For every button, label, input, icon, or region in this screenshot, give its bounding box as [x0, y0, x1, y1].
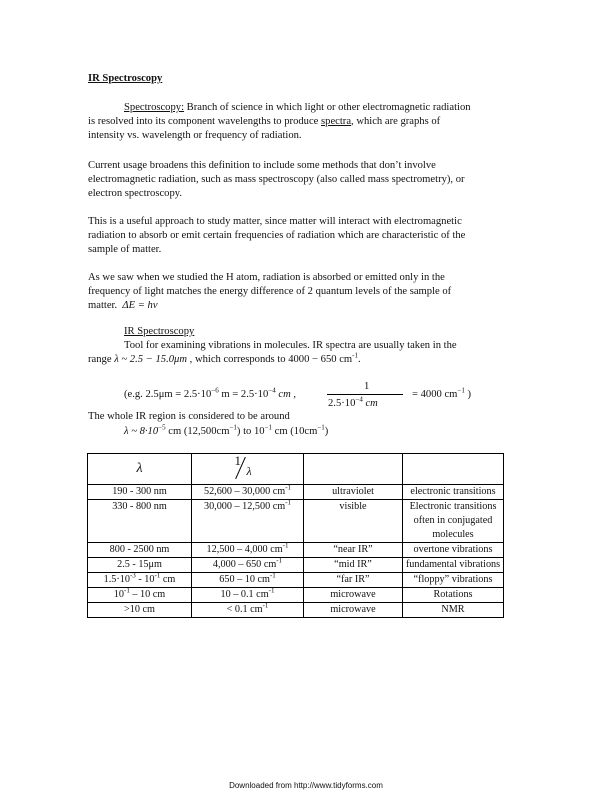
fraction-denominator — [328, 396, 378, 412]
paragraph-usage-line2: electromagnetic radiation, such as mass spectroscopy (also called mass spectrometry), or — [88, 174, 465, 185]
region-text: λ ~ 8·10 — [124, 426, 159, 437]
cell-wavenumber — [192, 543, 304, 558]
cell-transition: fundamental vibrations — [403, 558, 504, 573]
ir-region-table — [87, 453, 504, 618]
cell-region: “near IR” — [304, 543, 403, 558]
cell-transition: overtone vibrations — [403, 543, 504, 558]
footer-download-source: Downloaded from http://www.tidyforms.com — [229, 781, 383, 790]
region-text: cm (10cm — [272, 426, 318, 437]
cell-transition: NMR — [403, 603, 504, 618]
cell-wavelength: 2.5 - 15μm — [88, 558, 192, 573]
cell-wavenumber — [192, 485, 304, 500]
definition-text: is resolved into its component wavelengths to produce — [88, 116, 322, 127]
definition-text: Branch of science in which light or other electromagnetic radiation — [184, 102, 471, 113]
fraction-bar — [327, 394, 403, 395]
result-text: = 4000 cm — [412, 389, 458, 400]
result-text: ) — [464, 389, 472, 400]
exponent: -1 — [352, 351, 358, 360]
cell-region: “far IR” — [304, 573, 403, 588]
wavelength-range: λ ~ 2.5 − 15.0μm — [114, 354, 187, 365]
wavenumber-text: 10 – 0.1 cm — [220, 589, 269, 600]
cell-wavelength: 800 - 2500 nm — [88, 543, 192, 558]
cell-region: visible — [304, 500, 403, 543]
inverse-numerator: 1 — [234, 453, 241, 468]
exponent: -1 — [285, 498, 292, 507]
cell-wavenumber — [192, 558, 304, 573]
denominator-text: 2.5·10 — [328, 398, 356, 409]
inverse-lambda — [233, 454, 263, 480]
wavenumber-text: 650 – 10 cm — [219, 574, 270, 585]
fraction-numerator: 1 — [364, 381, 370, 392]
header-region — [304, 454, 403, 485]
wavelength-text: 1.5·10 — [103, 574, 130, 585]
header-wavelength: λ — [88, 454, 192, 485]
paragraph-usage-line3: electron spectroscopy. — [88, 188, 183, 199]
wavenumber-text: 12,500 – 4,000 cm — [206, 544, 283, 555]
table-row — [88, 485, 504, 500]
definition-text: , which are graphs of — [351, 116, 441, 127]
cell-wavenumber — [192, 588, 304, 603]
cell-transition: “floppy” vibrations — [403, 573, 504, 588]
example-text: (e.g. 2.5μm = 2.5·10 — [124, 389, 212, 400]
paragraph-hatom-line1: As we saw when we studied the H atom, radiation is absorbed or emitted only in the — [88, 272, 445, 283]
example-text: m = 2.5·10 — [218, 389, 269, 400]
exponent: −1 — [264, 423, 273, 432]
hatom-text: matter. — [88, 300, 118, 311]
header-transition — [403, 454, 504, 485]
exponent: -1 — [285, 483, 292, 492]
exponent: -1 — [268, 586, 275, 595]
paragraph-tool-line1: Tool for examining vibrations in molecules. IR spectra are usually taken in the — [124, 340, 457, 351]
whole-region-line1: The whole IR region is considered to be around — [88, 411, 290, 422]
cell-wavelength — [88, 588, 192, 603]
table-row — [88, 603, 504, 618]
paragraph-matter-line2: radiation to absorb or emit certain frequencies of radiation which are characteristic of the — [88, 230, 466, 241]
region-text: ) to 10 — [236, 426, 265, 437]
header-wavenumber — [192, 454, 304, 485]
paragraph-usage-line1: Current usage broadens this definition to include some methods that don’t involve — [88, 160, 436, 171]
cell-wavenumber — [192, 500, 304, 543]
cell-wavenumber — [192, 573, 304, 588]
paragraph-definition-line3: intensity vs. wavelength or frequency of radiation. — [88, 130, 302, 141]
cell-region: “mid IR” — [304, 558, 403, 573]
paragraph-matter-line1: This is a useful approach to study matter, since matter will interact with electromagnetic — [88, 216, 462, 227]
paragraph-tool-line2 — [88, 352, 361, 368]
cell-wavelength: 190 - 300 nm — [88, 485, 192, 500]
exponent: −1 — [229, 423, 237, 432]
table-row — [88, 588, 504, 603]
term-spectroscopy: Spectroscopy: — [124, 102, 185, 113]
cell-transition: Rotations — [403, 588, 504, 603]
exponent: −6 — [211, 386, 219, 395]
wavelength-text: 10 — [113, 589, 124, 600]
whole-region-line2 — [124, 424, 328, 440]
exponent: −1 — [457, 386, 465, 395]
region-text: cm (12,500cm — [165, 426, 230, 437]
table-header-row — [88, 454, 504, 485]
wavelength-text: cm — [160, 574, 176, 585]
exponent: -1 — [276, 556, 283, 565]
wavelength-text: – 10 cm — [129, 589, 166, 600]
denominator-unit: cm — [362, 398, 378, 409]
exponent: −1 — [317, 423, 325, 432]
table-row — [88, 573, 504, 588]
example-calculation — [124, 387, 296, 403]
energy-formula: ΔE = hν — [122, 300, 158, 311]
wavenumber-text: < 0.1 cm — [226, 604, 263, 615]
cell-region: microwave — [304, 603, 403, 618]
paragraph-hatom-line3 — [88, 298, 158, 314]
exponent: -1 — [262, 601, 269, 610]
range-text: , which corresponds to 4000 − 650 cm — [187, 354, 353, 365]
inverse-denominator: λ — [246, 464, 252, 478]
cell-transition: Electronic transitions often in conjugated molecules — [403, 500, 504, 543]
range-text: range — [88, 354, 115, 365]
cell-wavelength: >10 cm — [88, 603, 192, 618]
example-result — [412, 387, 471, 403]
wavenumber-text: 4,000 – 650 cm — [212, 559, 277, 570]
paragraph-matter-line3: sample of matter. — [88, 244, 162, 255]
exponent: −4 — [355, 395, 363, 404]
table-row — [88, 500, 504, 543]
cell-wavelength: 330 - 800 nm — [88, 500, 192, 543]
cell-region: ultraviolet — [304, 485, 403, 500]
exponent: −4 — [268, 386, 276, 395]
document-title: IR Spectroscopy — [88, 73, 163, 84]
wavelength-text: - 10 — [135, 574, 155, 585]
term-spectra: spectra — [321, 116, 352, 127]
exponent: −5 — [158, 423, 166, 432]
exponent: -1 — [269, 571, 276, 580]
wavenumber-text: 52,600 – 30,000 cm — [203, 486, 286, 497]
cell-wavelength — [88, 573, 192, 588]
exponent: -1 — [282, 541, 289, 550]
exponent: -1 — [123, 586, 130, 595]
exponent: -3 — [129, 571, 136, 580]
table-row — [88, 558, 504, 573]
subheading-ir-spectroscopy: IR Spectroscopy — [124, 326, 195, 337]
exponent: -1 — [154, 571, 161, 580]
paragraph-hatom-line2: frequency of light matches the energy difference of 2 quantum levels of the sample of — [88, 286, 452, 297]
cell-transition: electronic transitions — [403, 485, 504, 500]
region-text: ) — [324, 426, 329, 437]
cell-wavenumber — [192, 603, 304, 618]
cell-region: microwave — [304, 588, 403, 603]
wavenumber-text: 30,000 – 12,500 cm — [203, 501, 286, 512]
example-unit: cm , — [275, 389, 297, 400]
range-text: . — [358, 354, 361, 365]
table-row — [88, 543, 504, 558]
